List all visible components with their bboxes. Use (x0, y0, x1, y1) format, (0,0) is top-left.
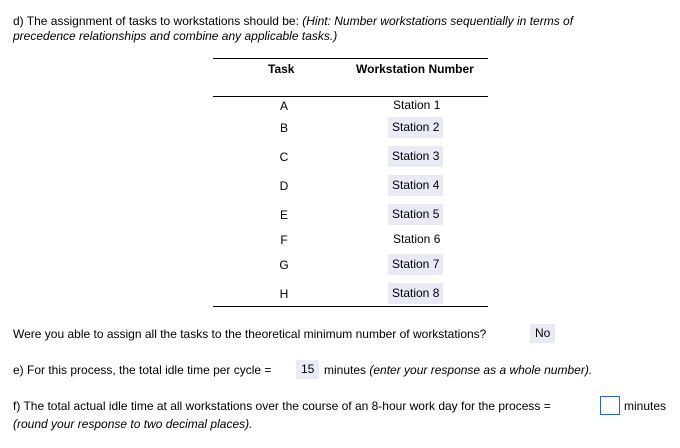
table-header-rule (213, 96, 488, 97)
column-header-task: Task (268, 62, 295, 76)
table-bottom-rule (213, 306, 488, 307)
theoretical-answer: No (530, 324, 555, 343)
station-cell: Station 5 (388, 204, 443, 225)
part-f-unit: minutes (624, 399, 667, 413)
part-d-question (13, 14, 573, 29)
part-e-question (13, 363, 271, 377)
task-cell: H (279, 287, 289, 301)
table-top-rule (213, 58, 488, 59)
idle-time-answer: 15 (296, 360, 319, 379)
task-cell: C (279, 150, 289, 164)
station-cell: Station 7 (388, 254, 443, 275)
task-cell: G (279, 258, 289, 272)
task-cell: B (279, 121, 288, 135)
task-cell: F (280, 233, 288, 247)
part-d-hint-line1: (Hint: Number workstations sequentially in terms of (302, 14, 574, 28)
part-e-unit: minutes (324, 363, 367, 377)
part-d-hint-line2: precedence relationships and combine any applicable tasks.) (13, 29, 338, 43)
part-e-instruction: (enter your response as a whole number). (369, 363, 593, 377)
part-e-tail (324, 363, 592, 377)
column-header-workstation: Workstation Number (356, 62, 474, 76)
part-e-prefix: e) For this process, the total idle time per cycle = (13, 363, 272, 377)
station-cell: Station 1 (393, 98, 441, 112)
actual-idle-time-input[interactable] (600, 396, 620, 415)
station-cell: Station 6 (393, 232, 441, 246)
part-d-prefix: d) The assignment of tasks to workstations should be: (13, 14, 303, 28)
station-cell: Station 3 (388, 146, 443, 167)
station-cell: Station 4 (388, 175, 443, 196)
station-cell: Station 2 (388, 117, 443, 138)
part-f-question: f) The total actual idle time at all workstations over the course of an 8-hour work day for the process = (13, 399, 551, 413)
task-cell: D (279, 179, 289, 193)
part-f-instruction: (round your response to two decimal places). (13, 417, 253, 431)
task-cell: E (279, 208, 288, 222)
theoretical-question: Were you able to assign all the tasks to the theoretical minimum number of workstations? (13, 327, 487, 341)
task-cell: A (279, 99, 288, 113)
station-cell: Station 8 (388, 283, 443, 304)
